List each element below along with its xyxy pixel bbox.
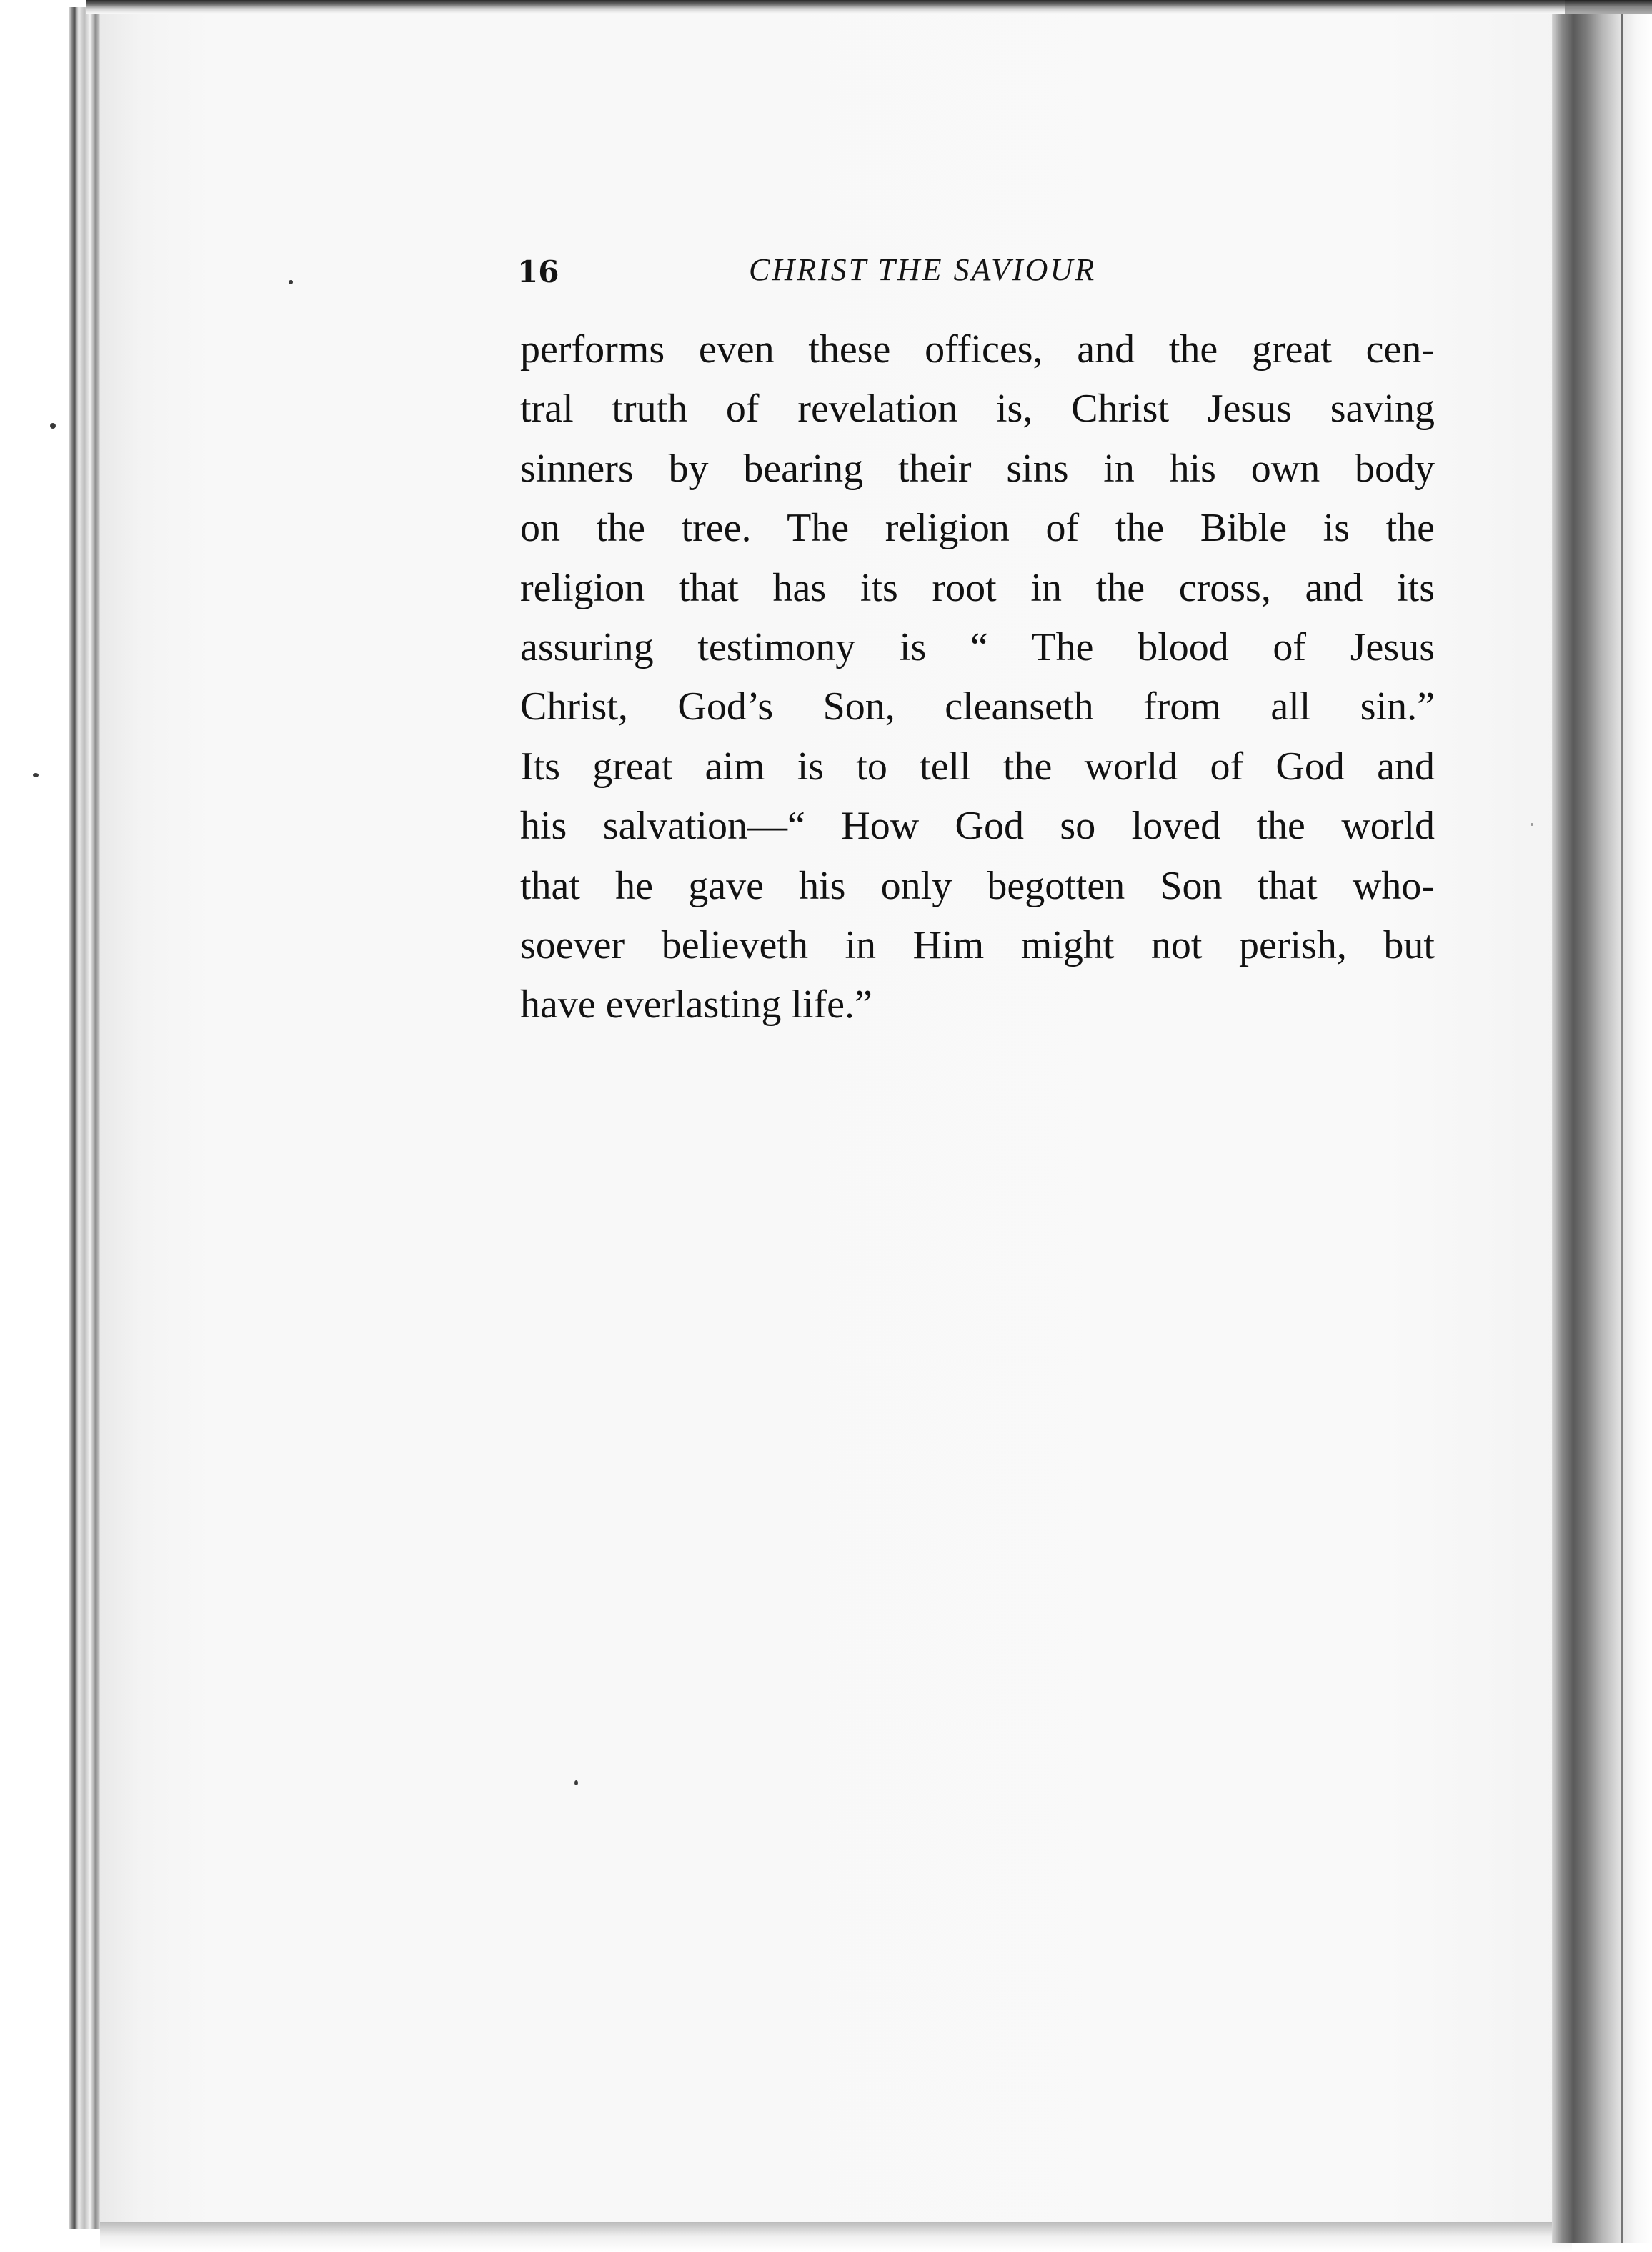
- dust-speck: [33, 773, 39, 777]
- text-line: that he gave his only begotten Son that who-: [520, 863, 1435, 908]
- text-line: Its great aim is to tell the world of God and: [520, 744, 1435, 789]
- text-line: on the tree. The religion of the Bible is the: [520, 506, 1435, 551]
- running-header: [517, 251, 1439, 302]
- body-paragraph: [520, 320, 1435, 1035]
- text-line: have everlasting life.”: [520, 982, 872, 1027]
- text-line: Christ, God’s Son, cleanseth from all sin.”: [520, 684, 1435, 729]
- top-shadow: [86, 0, 1565, 14]
- text-line: soever believeth in Him might not perish, but: [520, 922, 1435, 967]
- text-line: performs even these offices, and the great cen-: [520, 327, 1435, 372]
- running-title: CHRIST THE SAVIOUR: [749, 252, 1097, 287]
- text-line: religion that has its root in the cross, and its: [520, 565, 1435, 610]
- binding-gutter: [1552, 14, 1652, 2243]
- dust-speck: [574, 1780, 578, 1785]
- text-line: sinners by bearing their sins in his own body: [520, 446, 1435, 491]
- text-line: assuring testimony is “ The blood of Jesus: [520, 624, 1435, 669]
- text-line: tral truth of revelation is, Christ Jesus saving: [520, 387, 1435, 432]
- bottom-shadow: [100, 2222, 1572, 2252]
- text-line: his salvation—“ How God so loved the world: [520, 804, 1435, 849]
- dust-speck: [289, 280, 293, 284]
- dust-speck: [1531, 823, 1533, 826]
- dust-speck: [50, 423, 56, 429]
- page-number: 16: [517, 254, 559, 289]
